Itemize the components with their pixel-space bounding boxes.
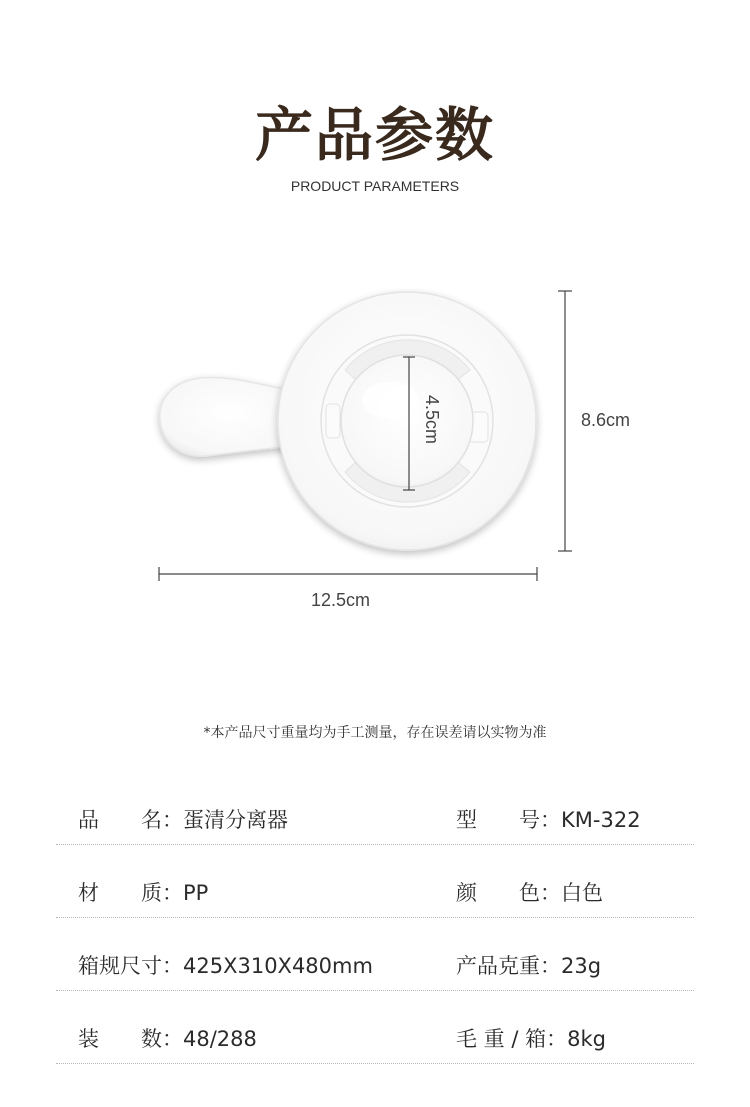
- spec-row: [56, 991, 694, 1064]
- spec-value: PP: [183, 881, 209, 905]
- page-title: 产品参数: [254, 101, 495, 169]
- spec-label: 品 名：: [78, 808, 183, 832]
- spec-label: 材 质：: [78, 881, 183, 905]
- width-label: 12.5cm: [311, 590, 371, 610]
- center-bowl: [341, 355, 473, 487]
- spec-value: 白色: [561, 881, 603, 905]
- spec-value: 23g: [561, 954, 602, 978]
- spec-row: [56, 845, 694, 918]
- height-label: 8.6cm: [581, 410, 631, 430]
- measurement-note: *本产品尺寸重量均为手工测量，存在误差请以实物为准: [203, 725, 547, 741]
- spec-value: KM-322: [561, 808, 641, 832]
- spec-label: 产品克重：: [456, 954, 561, 978]
- spec-value: 48/288: [183, 1027, 257, 1051]
- spec-value: 8kg: [567, 1027, 606, 1051]
- spec-label: 型 号：: [456, 808, 561, 832]
- bowl-diameter-label: 4.5cm: [422, 395, 442, 445]
- spec-label: 装 数：: [78, 1027, 183, 1051]
- spec-label: 箱规尺寸：: [78, 954, 183, 978]
- spec-row: [56, 790, 694, 845]
- page-subtitle: PRODUCT PARAMETERS: [290, 178, 460, 194]
- spec-label: 颜 色：: [456, 881, 561, 905]
- spec-value: 蛋清分离器: [183, 808, 288, 832]
- spec-table: [56, 790, 694, 1064]
- spec-label: 毛 重 / 箱：: [456, 1027, 568, 1051]
- spec-row: [56, 918, 694, 991]
- spec-value: 425X310X480mm: [183, 954, 373, 978]
